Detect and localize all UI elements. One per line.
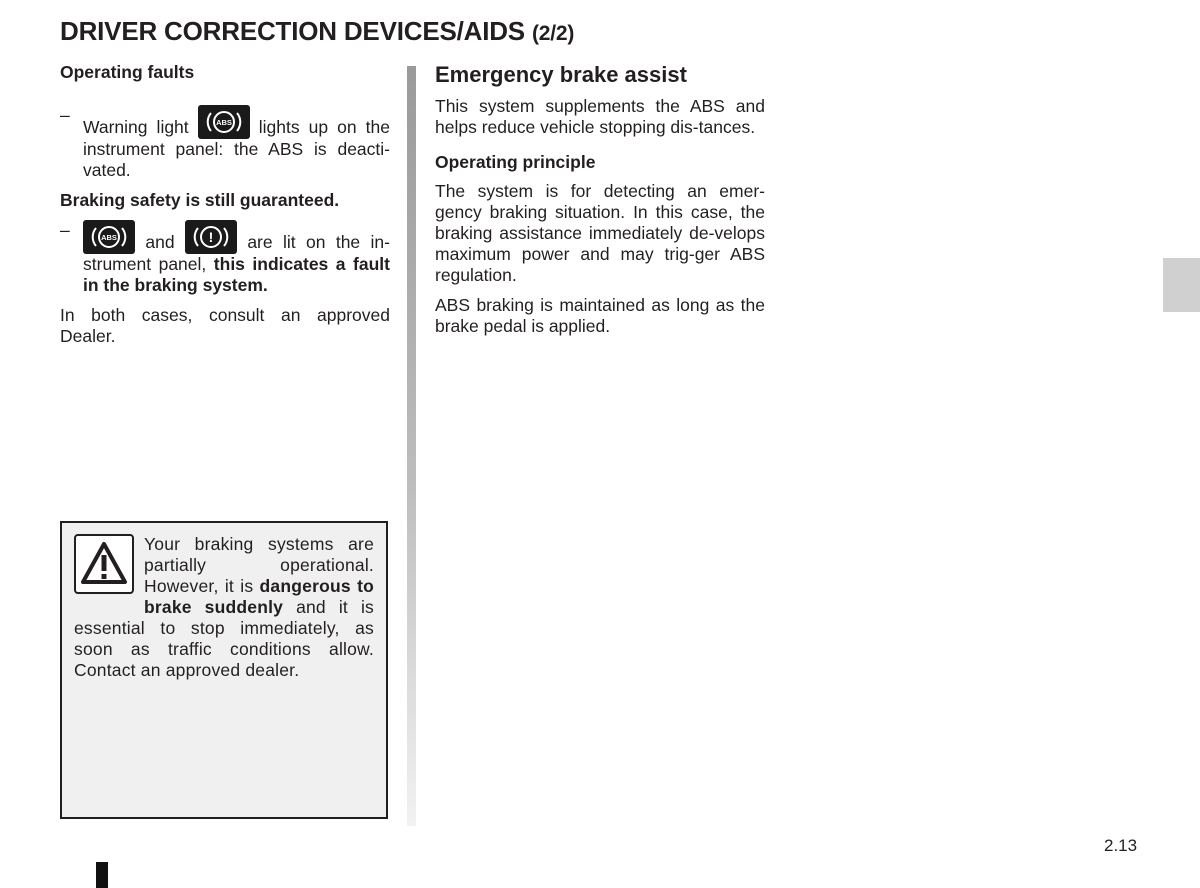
emergency-brake-heading: Emergency brake assist bbox=[435, 62, 687, 87]
fault-item-abs bbox=[60, 105, 390, 181]
and-text: and bbox=[145, 232, 175, 252]
abs-warning-icon bbox=[83, 220, 135, 254]
abs-icon-label: ABS bbox=[215, 118, 232, 127]
exclamation-icon-label: ! bbox=[208, 229, 214, 245]
operating-principle-text: The system is for detecting an emer-gency braking situation. In this case, the braking assistance immediately de-velops maximum power and may trig-ger ABS regulation. bbox=[435, 181, 765, 285]
abs-icon-label: ABS bbox=[101, 233, 117, 242]
warning-box bbox=[60, 521, 388, 819]
left-column bbox=[60, 62, 390, 356]
section-side-tab bbox=[1163, 258, 1200, 312]
page-title bbox=[60, 16, 574, 47]
emergency-brake-intro: This system supplements the ABS and helps reduce vehicle stopping dis-tances. bbox=[435, 96, 765, 137]
braking-safety-note: Braking safety is still guaranteed. bbox=[60, 190, 340, 210]
bullet-dash: – bbox=[60, 105, 70, 125]
fault-item-braking-bold: this indicates a fault in the braking system. bbox=[83, 254, 390, 295]
consult-dealer-text: In both cases, consult an approved Dealer. bbox=[60, 305, 390, 346]
warning-text-bold: dangerous to brake suddenly bbox=[144, 576, 374, 617]
operating-principle-heading: Operating principle bbox=[435, 152, 596, 172]
brake-warning-icon bbox=[185, 220, 237, 254]
crop-mark bbox=[96, 862, 108, 888]
warning-text-2: and it is essential to stop immediately, as soon as traffic conditions allow. Contact an approved dealer. bbox=[74, 597, 374, 680]
bullet-dash: – bbox=[60, 220, 70, 240]
page-number: 2.13 bbox=[1104, 836, 1138, 855]
warning-text-1: Your braking systems are partially operational. However, it is bbox=[144, 534, 374, 596]
column-divider bbox=[407, 66, 416, 826]
page-title-part: (2/2) bbox=[531, 22, 575, 45]
page-title-text: DRIVER CORRECTION DEVICES/AIDS bbox=[60, 16, 525, 46]
abs-maintained-text: ABS braking is maintained as long as the brake pedal is applied. bbox=[435, 295, 765, 336]
right-column bbox=[435, 62, 765, 346]
operating-faults-heading: Operating faults bbox=[60, 62, 195, 82]
warning-triangle-icon bbox=[74, 534, 134, 594]
fault-item-abs-suffix: lights up on the instrument panel: the ABS is deacti-vated. bbox=[83, 117, 390, 180]
fault-item-braking bbox=[60, 220, 390, 296]
fault-item-braking-suffix: are lit on the in-strument panel, bbox=[83, 232, 390, 274]
abs-warning-icon bbox=[198, 105, 250, 139]
fault-item-abs-prefix: Warning light bbox=[83, 117, 189, 137]
